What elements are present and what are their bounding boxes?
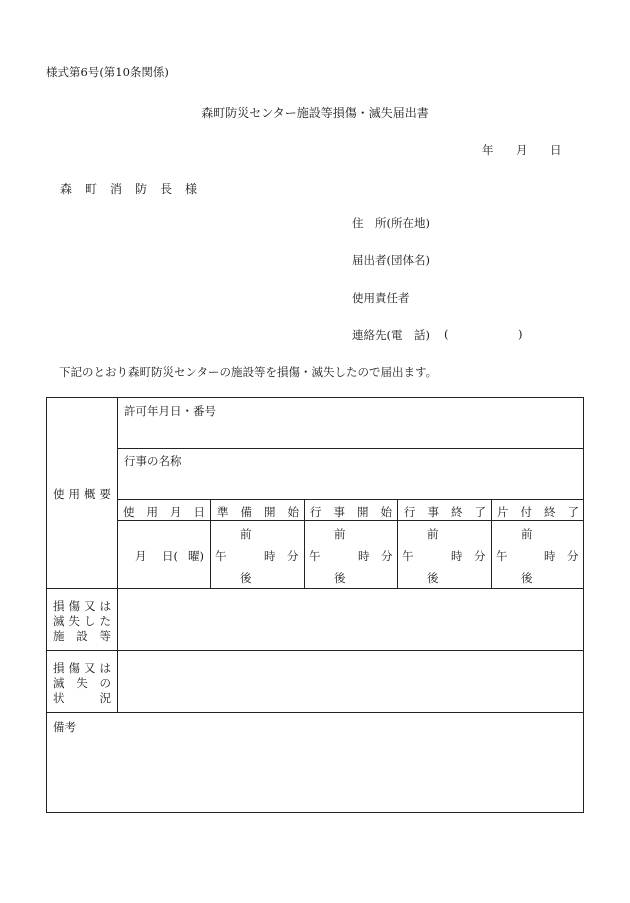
damaged-facility-label-line2: 滅 失 し た — [53, 614, 111, 628]
event-name-label: 行事の名称 — [124, 454, 182, 468]
time-hour: 時 — [358, 549, 370, 563]
damage-status-label-line1: 損 傷 又 は — [53, 661, 111, 675]
time-pm: 後 — [521, 571, 533, 585]
damaged-facility-label-line1: 損 傷 又 は — [53, 599, 111, 613]
permit-date-number-label: 許可年月日・番号 — [124, 404, 216, 418]
time-pm: 後 — [334, 571, 346, 585]
contact-paren-open: ( — [444, 327, 449, 341]
usage-date-month: 月 — [135, 549, 147, 563]
time-noon: 午 — [309, 549, 321, 563]
time-am: 前 — [334, 527, 346, 541]
intro-text: 下記のとおり森町防災センターの施設等を損傷・滅失したので届出ます。 — [59, 365, 438, 379]
damage-status-label-line2: 滅 失 の — [53, 676, 111, 690]
time-hour: 時 — [264, 549, 276, 563]
addressee: 森町消防長様 — [60, 182, 211, 196]
column-header-usage-date: 使 用 月 日 — [123, 505, 205, 519]
time-minute: 分 — [287, 549, 299, 563]
time-minute: 分 — [381, 549, 393, 563]
time-noon: 午 — [496, 549, 508, 563]
column-header-cleanup-end: 片 付 終 了 — [497, 505, 579, 519]
address-label: 住 所(所在地) — [352, 216, 430, 230]
manager-label: 使用責任者 — [352, 291, 410, 305]
contact-paren-close: ) — [518, 327, 523, 341]
column-header-prep-start: 準 備 開 始 — [217, 505, 299, 519]
time-pm: 後 — [427, 571, 439, 585]
usage-date-day: 日( — [162, 549, 178, 563]
damage-status-label-line3: 状 況 — [53, 691, 111, 705]
contact-label: 連絡先(電 話) — [352, 328, 430, 342]
column-header-event-end: 行 事 終 了 — [404, 505, 486, 519]
damaged-facility-label-line3: 施 設 等 — [53, 629, 111, 643]
usage-overview-label: 使用概要 — [53, 487, 115, 501]
date-year-label: 年 — [482, 143, 494, 157]
form-number: 様式第6号(第10条関係) — [46, 65, 169, 79]
date-day-label: 日 — [550, 143, 562, 157]
time-minute: 分 — [567, 549, 579, 563]
column-header-event-start: 行 事 開 始 — [310, 505, 392, 519]
remarks-label: 備考 — [53, 720, 76, 734]
time-noon: 午 — [402, 549, 414, 563]
time-noon: 午 — [215, 549, 227, 563]
time-am: 前 — [521, 527, 533, 541]
time-pm: 後 — [240, 571, 252, 585]
time-am: 前 — [240, 527, 252, 541]
time-hour: 時 — [451, 549, 463, 563]
applicant-name-label: 届出者(団体名) — [352, 253, 430, 267]
document-title: 森町防災センター施設等損傷・滅失届出書 — [201, 106, 429, 120]
time-minute: 分 — [474, 549, 486, 563]
time-hour: 時 — [544, 549, 556, 563]
notification-form-table — [46, 397, 584, 813]
time-am: 前 — [427, 527, 439, 541]
usage-date-weekday: 曜) — [188, 549, 204, 563]
date-month-label: 月 — [516, 143, 528, 157]
